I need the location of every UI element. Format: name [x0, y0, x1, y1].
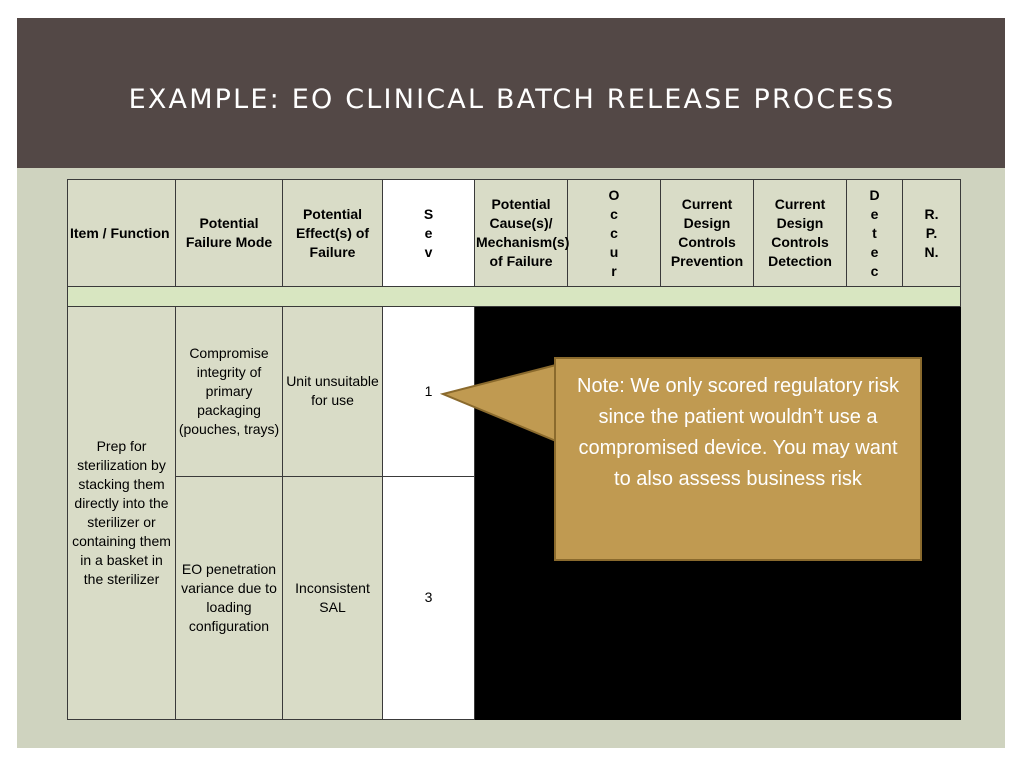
cell-effects: Inconsistent SAL — [283, 476, 383, 719]
separator-cell — [68, 287, 961, 307]
header-rpn-part: N. — [924, 243, 939, 260]
header-occurrence-char: r — [611, 262, 617, 279]
header-detectability-char: e — [870, 205, 879, 222]
header-rpn-part: P. — [925, 224, 938, 241]
header-occurrence-char: O — [608, 186, 620, 203]
header-detectability-char: e — [870, 243, 879, 260]
cell-effects: Unit unsuitable for use — [283, 307, 383, 476]
header-detectability-char: c — [870, 262, 879, 279]
header-occurrence-char: u — [609, 243, 619, 260]
header-detectability — [847, 180, 903, 287]
header-prevention: Current Design Controls Prevention — [661, 180, 754, 287]
header-item-function: Item / Function — [68, 180, 176, 287]
callout-pointer — [440, 357, 560, 447]
cell-severity: 1 — [383, 307, 475, 476]
header-detectability-char: D — [869, 186, 880, 203]
cell-severity: 3 — [383, 476, 475, 719]
cell-failure-mode: Compromise integrity of primary packaging (pouches, trays) — [176, 307, 283, 476]
header-severity-char: e — [424, 224, 433, 241]
slide-title: EXAMPLE: EO CLINICAL BATCH RELEASE PROCESS — [128, 84, 896, 115]
header-failure-mode: Potential Failure Mode — [176, 180, 283, 287]
header-detectability-char: t — [872, 224, 877, 241]
header-rpn — [903, 180, 961, 287]
header-severity-char: v — [424, 243, 433, 260]
separator-row — [68, 287, 961, 307]
callout-text: Note: We only scored regulatory risk since the patient wouldn’t use a compromised device. You may want to also assess business risk — [577, 375, 899, 490]
header-detection: Current Design Controls Detection — [754, 180, 847, 287]
header-occurrence-char: c — [610, 205, 618, 222]
header-severity-char: S — [423, 205, 434, 222]
header-occurrence — [568, 180, 661, 287]
header-severity — [383, 180, 475, 287]
cell-item-function: Prep for sterilization by stacking them directly into the sterilizer or containing them in a basket in the sterilizer — [68, 307, 176, 720]
header-effects: Potential Effect(s) of Failure — [283, 180, 383, 287]
header-occurrence-char: c — [610, 224, 618, 241]
header-row — [68, 180, 961, 287]
header-causes: Potential Cause(s)/ Mechanism(s) of Failure — [475, 180, 568, 287]
cell-failure-mode: EO penetration variance due to loading configuration — [176, 476, 283, 719]
header-rpn-part: R. — [924, 205, 939, 222]
callout-note — [554, 357, 922, 561]
